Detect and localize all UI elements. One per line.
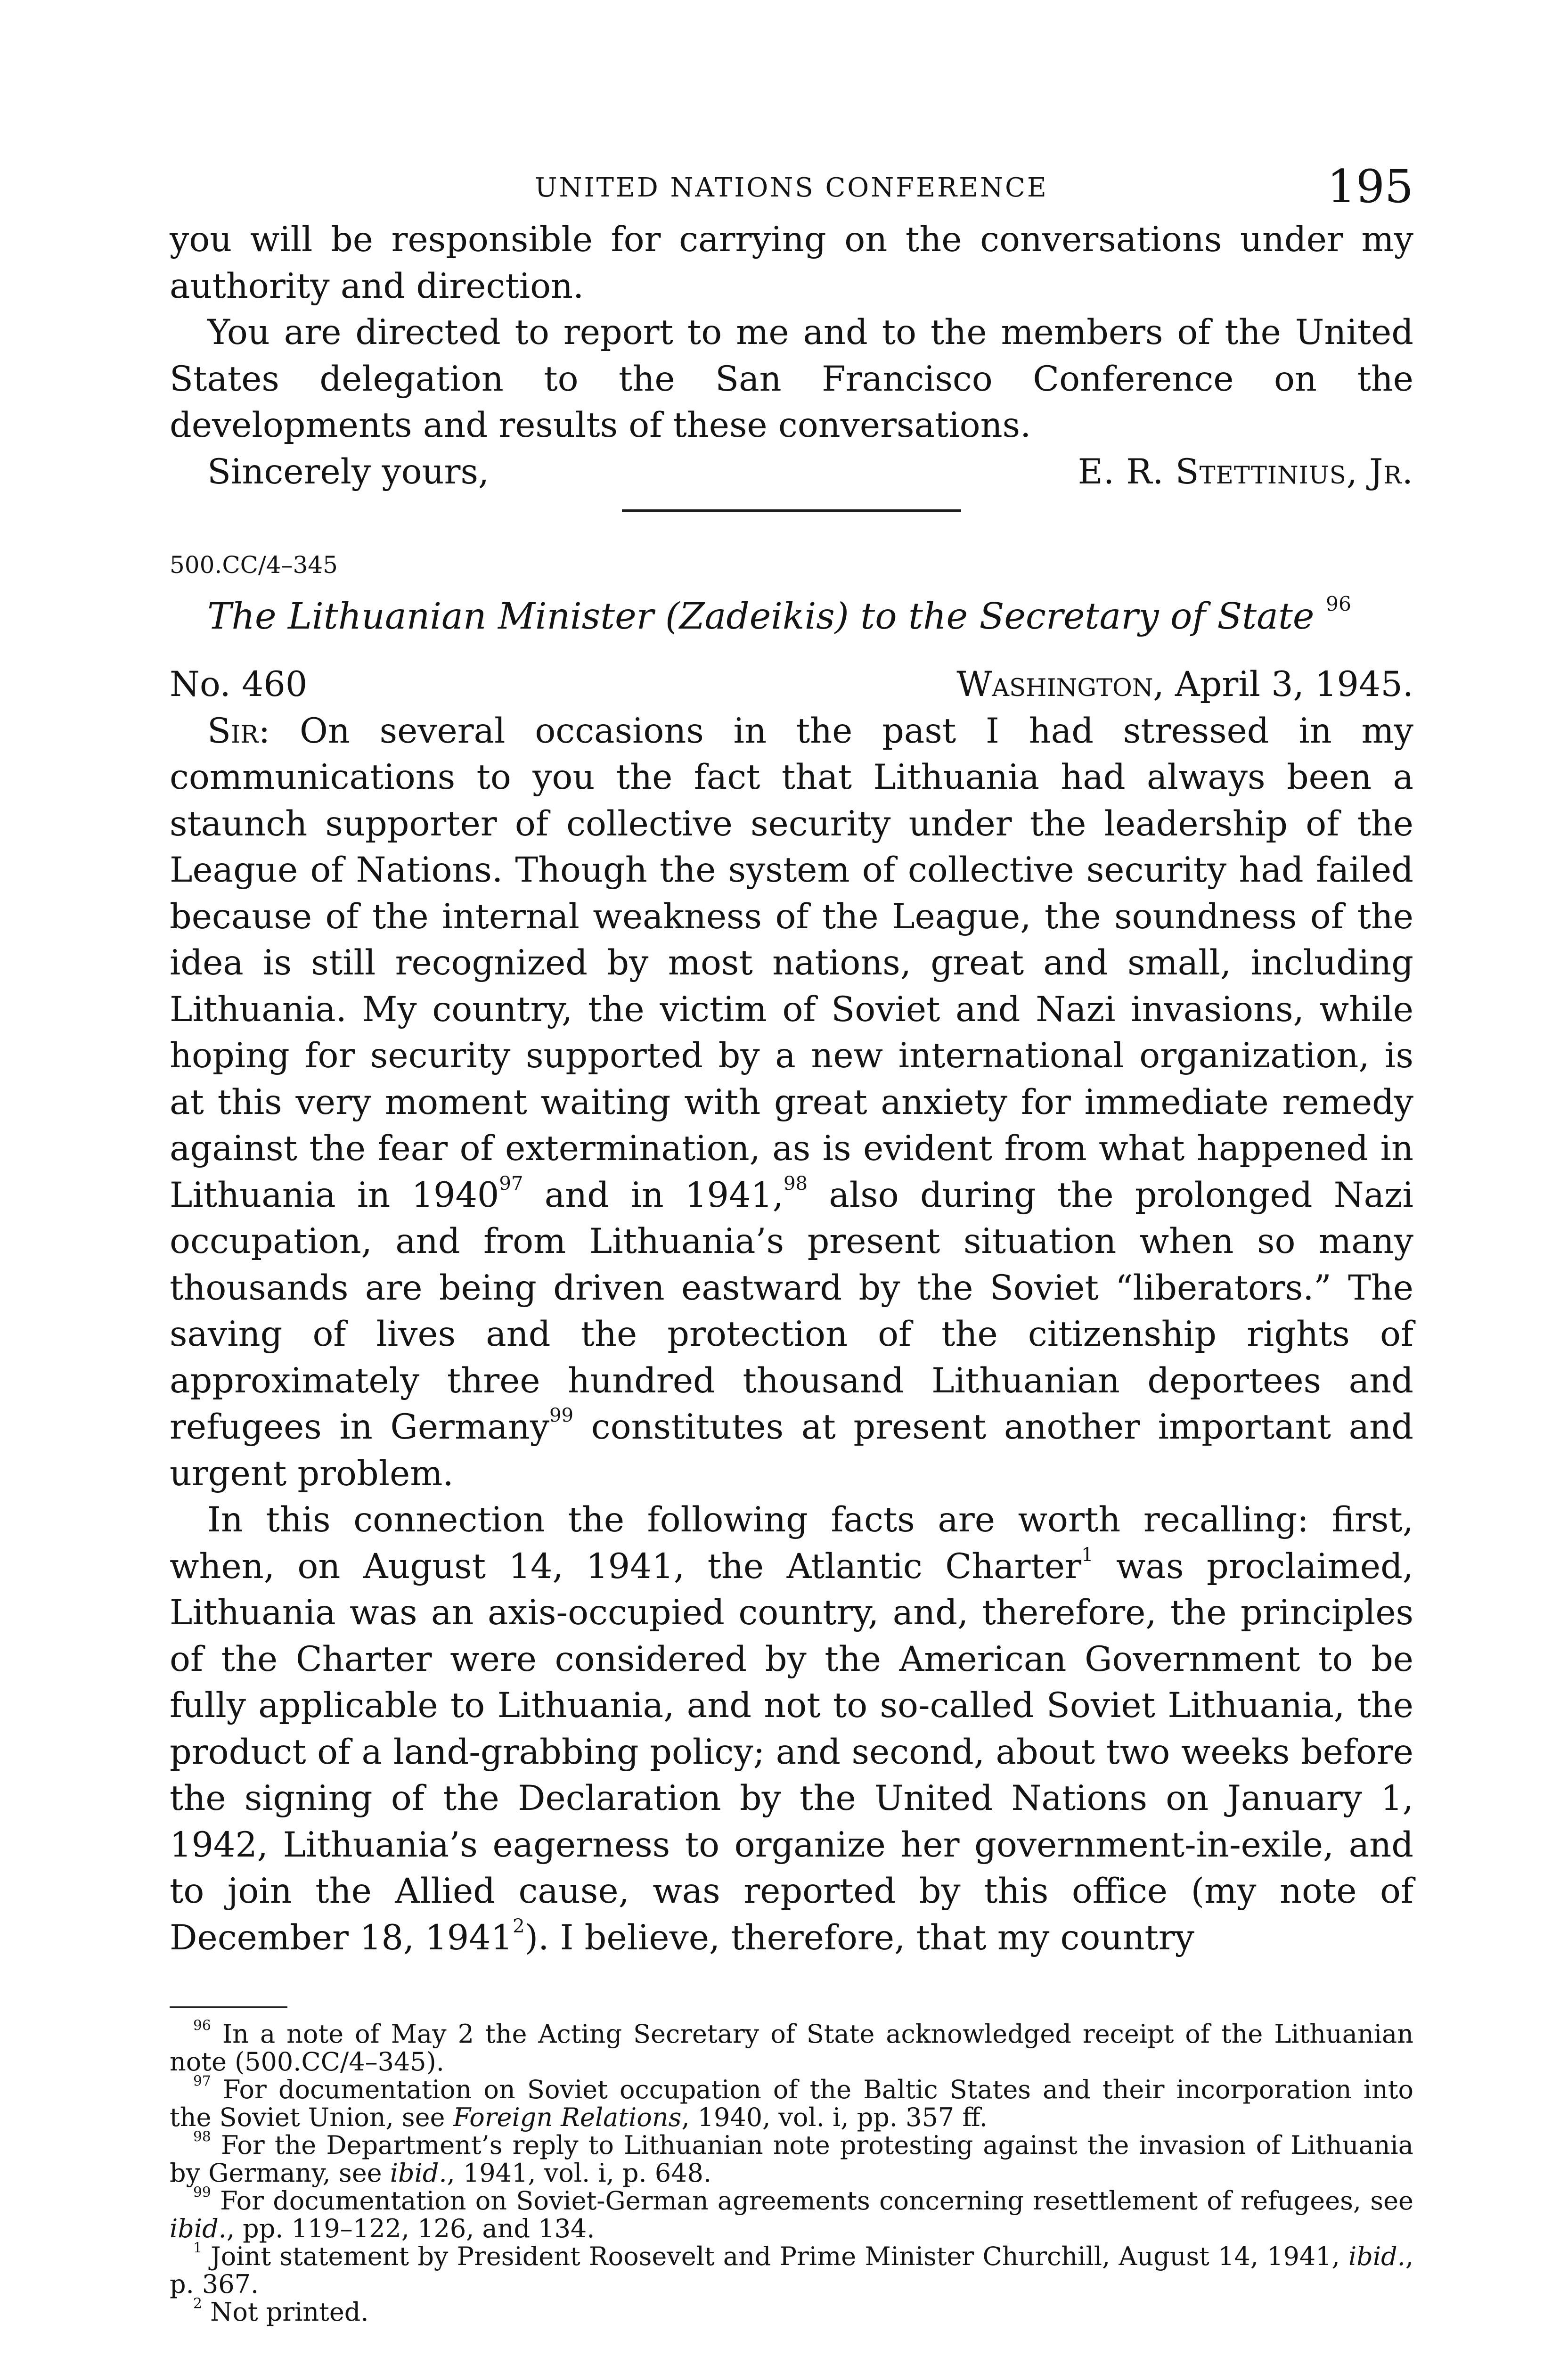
- footnote-ref-1: 1: [1081, 1544, 1094, 1566]
- footnote-text: , pp. 119–122, 126, and 134.: [226, 2214, 595, 2243]
- footnote-96: [170, 2017, 1414, 2077]
- footnote-text: , p. 367.: [170, 2241, 1413, 2299]
- footnote-marker: 98: [193, 2128, 211, 2145]
- footnote-ref-97: 97: [499, 1172, 523, 1194]
- salutation: Sir: [207, 711, 259, 751]
- footnote-99: [170, 2184, 1413, 2243]
- body-paragraph-1: [170, 708, 1413, 1497]
- footnote-98: [170, 2128, 1414, 2188]
- date: April 3, 1945.: [1175, 664, 1413, 704]
- footnote-text: For documentation on Soviet occupation of the Baltic States and their incorporation into the Soviet Union, see: [170, 2075, 1413, 2132]
- footnote-marker: 2: [193, 2295, 202, 2312]
- footnote-marker: 99: [193, 2184, 211, 2201]
- footnote-ref-2: 2: [513, 1915, 525, 1937]
- footnote-text: For the Department’s reply to Lithuanian note protesting against the invasion of Lithuania by Germany, see: [170, 2130, 1414, 2188]
- running-title: UNITED NATIONS CONFERENCE: [535, 172, 1048, 203]
- body-text-segment: : On several occasions in the past I had stressed in my communications to you the fact that Lithuania had always been a staunch supporter of collective security under the leadership of the League of Nations. Though the system of collective security had failed because of the internal weakness of the League, the soundness of the idea is still recognized by most nations, great and small, including Lithuania. My country, the victim of Soviet and Nazi invasions, while hoping for security supported by a new international organization, is at this very moment waiting with great anxiety for immediate remedy against the fear of extermination, as is evident from what happened in Lithuania in 1940: [170, 711, 1413, 1215]
- place-date: [956, 662, 1413, 708]
- body-text-segment: In this connection the following facts are worth recalling: first, when, on August 14, 1941, the Atlantic Charter: [170, 1500, 1413, 1587]
- running-header: [170, 160, 1413, 217]
- footnote-text: Not printed.: [210, 2297, 369, 2327]
- footnote-ref-98: 98: [784, 1172, 808, 1194]
- closing-text: Sincerely yours,: [207, 451, 490, 492]
- signature-name: E. R. Stettinius, Jr.: [1078, 451, 1413, 492]
- letter-paragraph-2: You are directed to report to me and to the members of the United States delegation to the San Francisco Conference on the developments and results of these conversations.: [170, 312, 1413, 445]
- body-paragraph-2: [170, 1497, 1413, 1961]
- footnote-ref-99: 99: [549, 1404, 574, 1426]
- footnotes: [170, 2017, 1414, 2327]
- footnote-1: [170, 2242, 1413, 2298]
- section-separator: [622, 509, 961, 512]
- footnote-marker: 97: [193, 2073, 211, 2090]
- footnote-97: [170, 2073, 1413, 2132]
- footnote-text: , 1941, vol. i, p. 648.: [447, 2158, 712, 2188]
- footnote-2: [170, 2295, 1413, 2327]
- dateline: [170, 662, 1413, 708]
- heading-to: to the Secretary of State: [860, 596, 1315, 638]
- footnote-text: For documentation on Soviet-German agreements concerning resettlement of refugees, see: [220, 2186, 1413, 2216]
- body-text-segment: was proclaimed, Lithuania was an axis-occupied country, and, therefore, the principles of the Charter were considered by the American Government to be fully applicable to Lithuania, and not to so-called Soviet Lithuania, the product of a land-grabbing policy; and second, about two weeks before the signing of the Declaration by the United Nations on January 1, 1942, Lithuania’s eagerness to organize her government-in-exile, and to join the Allied cause, was reported by this office (my note of December 18, 1941: [170, 1546, 1413, 1958]
- heading-name: (Zadeikis): [665, 596, 849, 638]
- place: Washington,: [956, 664, 1164, 704]
- body-text-segment: also during the prolonged Nazi occupation, and from Lithuania’s present situation when so many thousands are being driven eastward by the Soviet “liberators.” The saving of lives and the protection of the citizenship rights of approximately three hundred thousand Lithuanian deportees and refugees in Germany: [170, 1175, 1413, 1447]
- footnote-italic: ibid.: [1348, 2241, 1405, 2271]
- heading-from: The Lithuanian Minister: [207, 596, 654, 638]
- footnote-italic: Foreign Relations: [453, 2102, 682, 2132]
- footnote-marker: 1: [193, 2240, 202, 2257]
- document-heading: [170, 591, 1413, 643]
- letter-closing-line: [170, 449, 1413, 496]
- file-number: 500.CC/4–345: [170, 551, 338, 579]
- footnote-rule: [170, 2006, 287, 2008]
- letter-paragraph-1: you will be responsible for carrying on the conversations under my authority and direction.: [170, 220, 1413, 306]
- footnote-text: In a note of May 2 the Acting Secretary of State acknowledged receipt of the Lithuanian note (500.CC/4–345).: [170, 2019, 1414, 2077]
- footnote-text: Joint statement by President Roosevelt and Prime Minister Churchill, August 14, 1941,: [211, 2241, 1348, 2271]
- footnote-italic: ibid.: [390, 2158, 447, 2188]
- body-text-segment: and in 1941,: [523, 1175, 784, 1215]
- footnote-ref-96: 96: [1326, 592, 1351, 615]
- body-text-segment: ). I believe, therefore, that my country: [524, 1917, 1194, 1958]
- document-number: No. 460: [170, 664, 308, 704]
- page-number: 195: [1327, 160, 1413, 213]
- footnote-italic: ibid.: [170, 2214, 227, 2243]
- document-page: [170, 160, 1413, 2326]
- body-text-segment: constitutes at present another important and urgent problem.: [170, 1407, 1413, 1494]
- footnote-marker: 96: [193, 2017, 211, 2034]
- footnote-text: , 1940, vol. i, pp. 357 ff.: [681, 2102, 988, 2132]
